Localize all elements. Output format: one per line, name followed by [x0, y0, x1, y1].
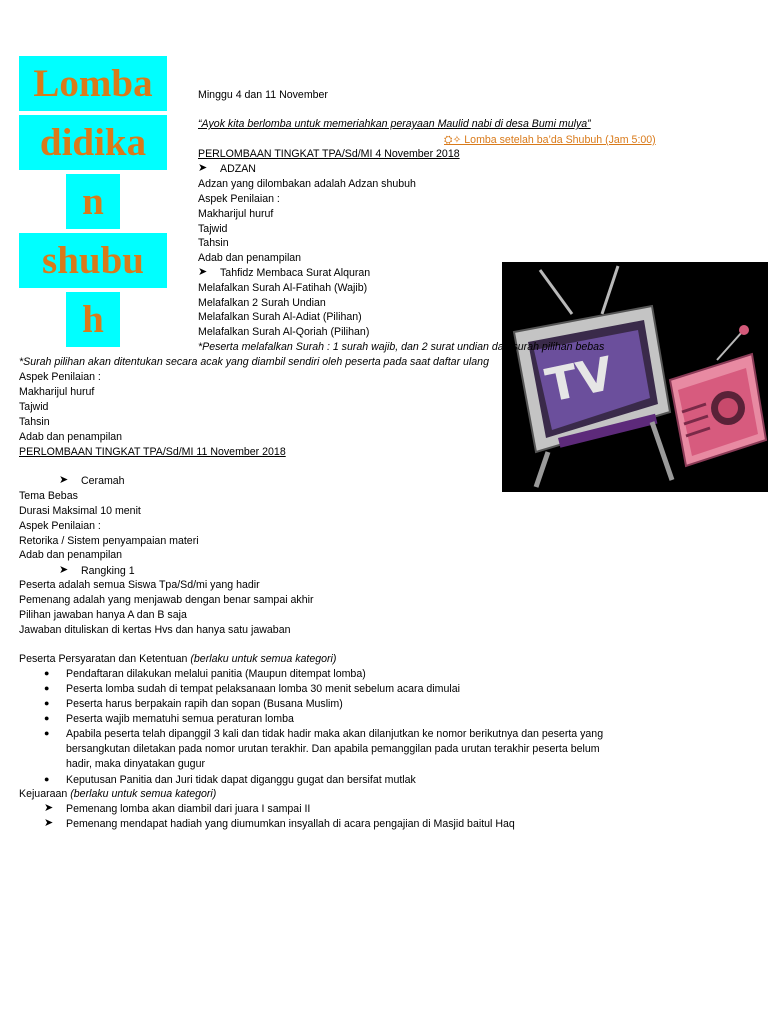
ketentuan-label: Peserta Persyaratan dan Ketentuan [19, 653, 188, 665]
tahfidz-item: Melafalkan Surah Al-Adiat (Pilihan) [198, 311, 362, 323]
arrow-bullet-icon: ➤ [44, 817, 54, 829]
adzan-desc: Adzan yang dilombakan adalah Adzan shubuh [198, 178, 416, 190]
bullet-dot-icon: ● [44, 668, 50, 678]
ketentuan-item: Peserta wajib mematuhi semua peraturan lomba [66, 713, 294, 725]
aspek-item: Adab dan penampilan [198, 252, 302, 264]
tv-radio-image [502, 262, 768, 492]
ceramah-item: Adab dan penampilan [19, 549, 123, 561]
aspek2-item: Adab dan penampilan [19, 431, 123, 443]
tahfidz-item: Melafalkan 2 Surah Undian [198, 297, 326, 309]
arrow-bullet-icon: ➤ [198, 162, 208, 174]
aspek-item: Tahsin [198, 237, 229, 249]
ceramah-label: Ceramah [81, 475, 125, 487]
aspek2-label: Aspek Penilaian : [19, 371, 101, 383]
arrow-bullet-icon: ➤ [59, 474, 69, 486]
kejuaraan-item: Pemenang mendapat hadiah yang diumumkan insyallah di acara pengajian di Masjid baitul Haq [66, 818, 515, 830]
ceramah-item: Retorika / Sistem penyampaian materi [19, 535, 199, 547]
kejuaraan-item: Pemenang lomba akan diambil dari juara I sampai II [66, 803, 311, 815]
kejuaraan-label: Kejuaraan [19, 788, 68, 800]
ceramah-item: Durasi Maksimal 10 menit [19, 505, 141, 517]
adzan-label: ADZAN [220, 163, 256, 175]
bullet-dot-icon: ● [44, 728, 50, 738]
ketentuan-heading [19, 652, 336, 666]
arrow-bullet-icon: ➤ [59, 564, 69, 576]
rangking-item: Peserta adalah semua Siswa Tpa/Sd/mi yang hadir [19, 579, 260, 591]
rangking-item: Jawaban dituliskan di kertas Hvs dan hanya satu jawaban [19, 624, 291, 636]
rangking-label: Rangking 1 [81, 565, 135, 577]
event-date: Minggu 4 dan 11 November [198, 89, 328, 101]
tahfidz-label: Tahfidz Membaca Surat Alquran [220, 267, 371, 279]
ceramah-item: Aspek Penilaian : [19, 520, 101, 532]
title-line-5: h [66, 292, 120, 347]
bullet-dot-icon: ● [44, 683, 50, 693]
event-schedule-link[interactable]: ⛭✧ Lomba setelah ba’da Shubuh (Jam 5:00) [444, 134, 656, 146]
tv-screen-text: TV [541, 346, 618, 413]
bullet-dot-icon: ● [44, 713, 50, 723]
ketentuan-item: Peserta lomba sudah di tempat pelaksanaan lomba 30 menit sebelum acara dimulai [66, 683, 460, 695]
section2-heading: PERLOMBAAN TINGKAT TPA/Sd/MI 11 November 2018 [19, 446, 286, 458]
title-line-3: n [66, 174, 120, 229]
ketentuan-item: Apabila peserta telah dipanggil 3 kali dan tidak hadir maka akan dilanjutkan ke nomor berikutnya dan peserta yang [66, 728, 604, 740]
ketentuan-item-cont: hadir, maka dinyatakan gugur [66, 758, 205, 770]
rangking-item: Pemenang adalah yang menjawab dengan benar sampai akhir [19, 594, 314, 606]
aspek2-item: Tahsin [19, 416, 50, 428]
tv-radio-illustration [502, 262, 768, 492]
bullet-dot-icon: ● [44, 698, 50, 708]
title-block [19, 56, 167, 347]
note-surah-pilihan: *Surah pilihan akan ditentukan secara acak yang diambil sendiri oleh peserta pada saat daftar ulang [19, 356, 489, 368]
aspek2-item: Makharijul huruf [19, 386, 95, 398]
section1-heading: PERLOMBAAN TINGKAT TPA/Sd/MI 4 November 2018 [198, 148, 460, 160]
aspek2-item: Tajwid [19, 401, 49, 413]
tahfidz-item: Melafalkan Surah Al-Fatihah (Wajib) [198, 282, 368, 294]
arrow-bullet-icon: ➤ [44, 802, 54, 814]
kejuaraan-heading [19, 787, 216, 801]
ketentuan-item: Peserta harus berpakain rapih dan sopan (Busana Muslim) [66, 698, 343, 710]
aspek-label: Aspek Penilaian : [198, 193, 280, 205]
aspek-item: Makharijul huruf [198, 208, 274, 220]
arrow-bullet-icon: ➤ [198, 266, 208, 278]
ketentuan-item: Keputusan Panitia dan Juri tidak dapat diganggu gugat dan bersifat mutlak [66, 774, 416, 786]
title-line-4: shubu [19, 233, 167, 288]
bullet-dot-icon: ● [44, 774, 50, 784]
ketentuan-item: Pendaftaran dilakukan melalui panitia (Maupun ditempat lomba) [66, 668, 366, 680]
title-line-2: didika [19, 115, 167, 170]
ketentuan-note: (berlaku untuk semua kategori) [190, 653, 337, 665]
rangking-item: Pilihan jawaban hanya A dan B saja [19, 609, 187, 621]
title-line-1: Lomba [19, 56, 167, 111]
ketentuan-item-cont: bersangkutan diletakan pada nomor urutan terakhir. Dan apabila pemanggilan pada urutan terakhir peserta belum [66, 743, 600, 755]
kejuaraan-note: (berlaku untuk semua kategori) [70, 788, 217, 800]
event-slogan: “Ayok kita berlomba untuk memeriahkan perayaan Maulid nabi di desa Bumi mulya” [198, 118, 591, 130]
ceramah-item: Tema Bebas [19, 490, 78, 502]
note-surah: *Peserta melafalkan Surah : 1 surah wajib, dan 2 surat undian dan surah pilihan bebas [198, 341, 605, 353]
tahfidz-item: Melafalkan Surah Al-Qoriah (Pilihan) [198, 326, 370, 338]
aspek-item: Tajwid [198, 223, 228, 235]
